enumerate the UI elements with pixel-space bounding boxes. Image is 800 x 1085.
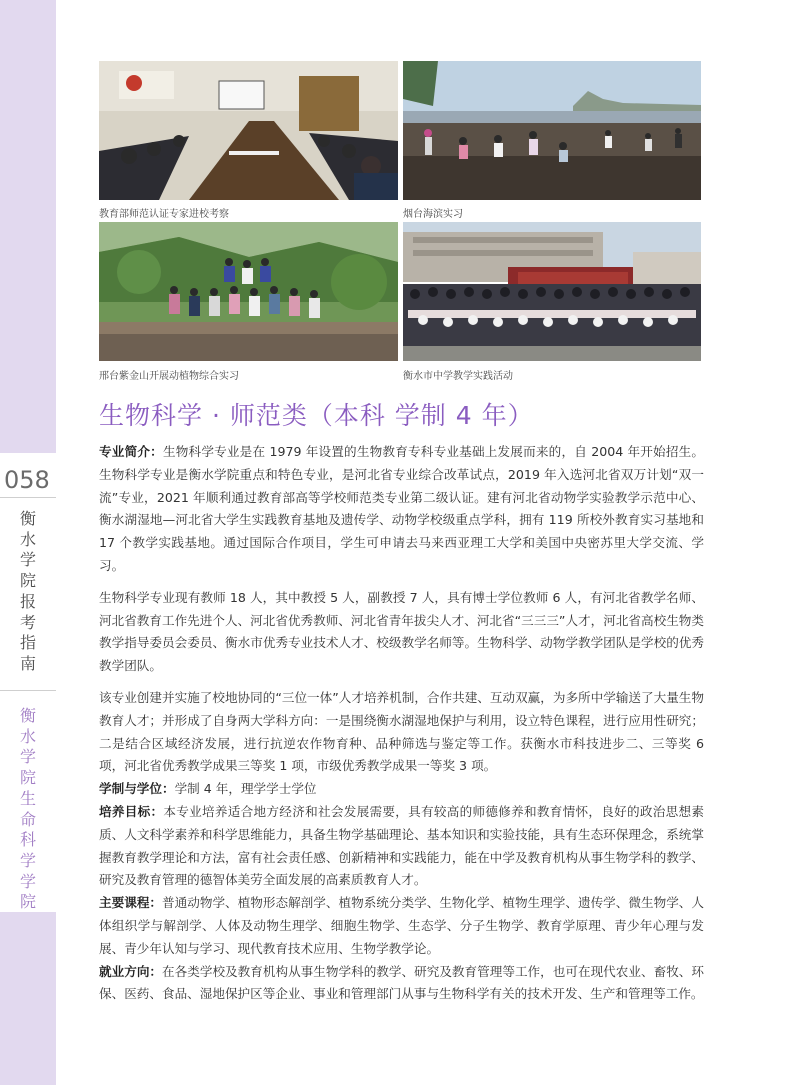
side-divider xyxy=(0,690,56,691)
photo-caption: 烟台海滨实习 xyxy=(403,209,463,220)
goal-paragraph xyxy=(99,801,704,892)
guide-title: 衡水学院报考指南 xyxy=(19,509,36,673)
program-description xyxy=(99,441,704,1006)
school-group-photo xyxy=(403,222,701,361)
courses-paragraph xyxy=(99,892,704,960)
achievement-paragraph: 该专业创建并实施了校地协同的“三位一体”人才培养机制，合作共建、互动双赢，为多所中学输送了大量生物教育人才；并形成了自身两大学科方向：一是围绕衡水湖湿地保护与利用，设立特色课程，进行应用性研究；二是结合区域经济发展，进行抗逆农作物育种、品种筛选与鉴定等工作。获衡水市科技进步二、三等奖 6 项，河北省优秀教学成果三等奖 1 项，市级优秀教学成果一等奖 3 项。 xyxy=(99,689,704,774)
side-divider xyxy=(0,497,56,498)
side-strip xyxy=(0,0,56,1085)
meeting-room-photo xyxy=(99,61,398,200)
degree-label: 学制与学位： xyxy=(99,781,175,797)
photo-caption: 邢台紫金山开展动植物综合实习 xyxy=(99,371,239,382)
degree-text: 学制 4 年，理学学士学位 xyxy=(174,781,317,797)
intro-label: 专业简介： xyxy=(99,444,163,459)
mountain-field-trip-photo xyxy=(99,222,398,361)
side-color-band-bottom xyxy=(0,912,56,1085)
seaside-practice-photo xyxy=(403,61,701,200)
intro-paragraph xyxy=(99,441,704,578)
photo-caption: 教育部师范认证专家进校考察 xyxy=(99,209,229,220)
page-number: 058 xyxy=(4,466,50,494)
courses-text: 普通动物学、植物形态解剖学、植物系统分类学、生物化学、植物生理学、遗传学、微生物学、人体组织学与解剖学、人体及动物生理学、细胞生物学、生态学、分子生物学、教育学原理、青少年心理与发展、青少年认知与学习、现代教育技术应用、生物学教学论。 xyxy=(99,895,705,956)
goal-text: 本专业培养适合地方经济和社会发展需要，具有较高的师德修养和教育情怀，良好的政治思想素质、人文科学素养和科学思维能力，具备生物学基础理论、基本知识和实验技能，具有生态环保理念，系统掌握教育教学理论和方法，富有社会责任感、创新精神和实践能力，能在中学及教育机构从事生物学科的教学、研究及教育管理的德智体美劳全面发展的高素质教育人才。 xyxy=(99,803,705,888)
photo-caption: 衡水市中学教学实践活动 xyxy=(403,371,513,382)
program-title: 生物科学 · 师范类（本科 学制 4 年） xyxy=(99,401,534,430)
career-label: 就业方向： xyxy=(99,963,163,979)
intro-text: 生物科学专业是在 1979 年设置的生物教育专科专业基础上发展而来的，自 2004 年开始招生。生物科学专业是衡水学院重点和特色专业，是河北省专业综合改革试点，2019 年入选河北省双万计划“双一流”专业，2021 年顺利通过教育部高等学校师范类专业第二级认证。建有河北省动物学实验教学示范中心、衡水湖湿地—河北省大学生实践教育基地及遗传学、动物学校级重点学科，拥有 119 所校外教育实习基地和 17 个教学实践基地。通过国际合作项目，学生可申请去马来西亚理工大学和美国中央密苏里大学交流、学习。 xyxy=(99,444,705,573)
degree-paragraph xyxy=(99,778,704,801)
career-paragraph xyxy=(99,961,704,1007)
goal-label: 培养目标： xyxy=(99,803,164,819)
courses-label: 主要课程： xyxy=(99,895,163,911)
faculty-paragraph: 生物科学专业现有教师 18 人，其中教授 5 人，副教授 7 人，具有博士学位教师 6 人，有河北省教学名师、河北省教育工作先进个人、河北省优秀教师、河北省青年拔尖人才、河北省“三三三”人才，河北省高校生物类教学指导委员会委员、衡水市优秀专业技术人才、校级教学名师等。生物科学、动物学教学团队是学校的优秀教学团队。 xyxy=(99,589,704,674)
career-text: 在各类学校及教育机构从事生物学科的教学、研究及教育管理等工作，也可在现代农业、畜牧、环保、医药、食品、湿地保护区等企业、事业和管理部门从事与生物科学有关的技术开发、生产和管理等工作。 xyxy=(99,963,705,1002)
college-name: 衡水学院生命科学学院 xyxy=(19,706,36,912)
side-color-band-top xyxy=(0,0,56,453)
